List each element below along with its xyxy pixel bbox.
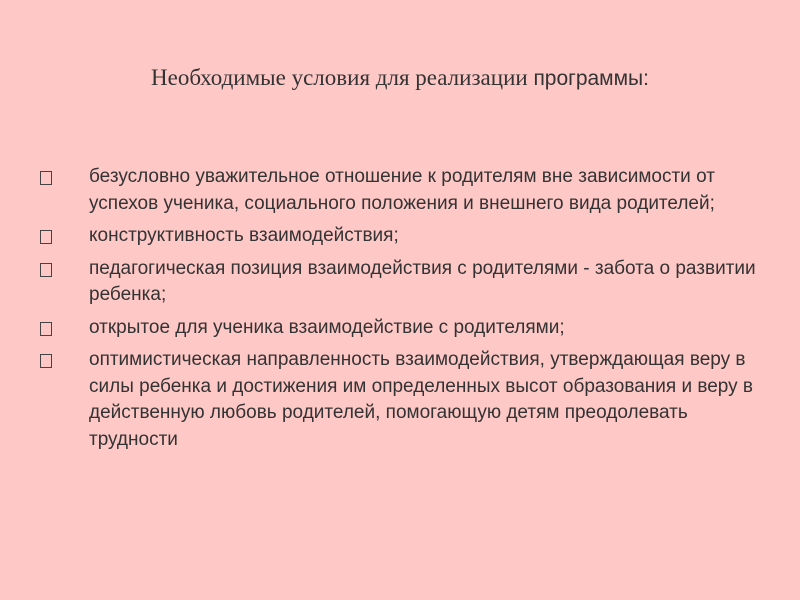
box-bullet-icon (40, 263, 52, 277)
list-item (0, 347, 769, 453)
slide-title-end: программы: (533, 67, 649, 90)
list-item-text: педагогическая позиция взаимодействия с родителями - забота о развитии ребенка; (89, 257, 756, 305)
slide-title (0, 63, 800, 94)
bullet-list (0, 164, 800, 459)
list-item (0, 223, 769, 250)
box-bullet-icon (40, 322, 52, 336)
list-item-text: открытое для ученика взаимодействие с родителями; (89, 316, 565, 338)
box-bullet-icon (40, 230, 52, 244)
list-item-text: оптимистическая направленность взаимодействия, утверждающая веру в силы ребенка и достижения им определенных высот образования и веру в действенную любовь родителей, помогающую детям преодолевать трудности (89, 349, 754, 450)
list-item-text: конструктивность взаимодействия; (89, 225, 399, 246)
box-bullet-icon (40, 171, 52, 185)
list-item (0, 164, 769, 217)
box-bullet-icon (40, 354, 52, 368)
slide-title-main: Необходимые условия для реализации (151, 65, 534, 90)
list-item (0, 315, 769, 342)
list-item-text: безусловно уважительное отношение к родителям вне зависимости от успехов ученика, социального положения и внешнего вида родителей; (89, 166, 715, 214)
list-item (0, 256, 769, 309)
